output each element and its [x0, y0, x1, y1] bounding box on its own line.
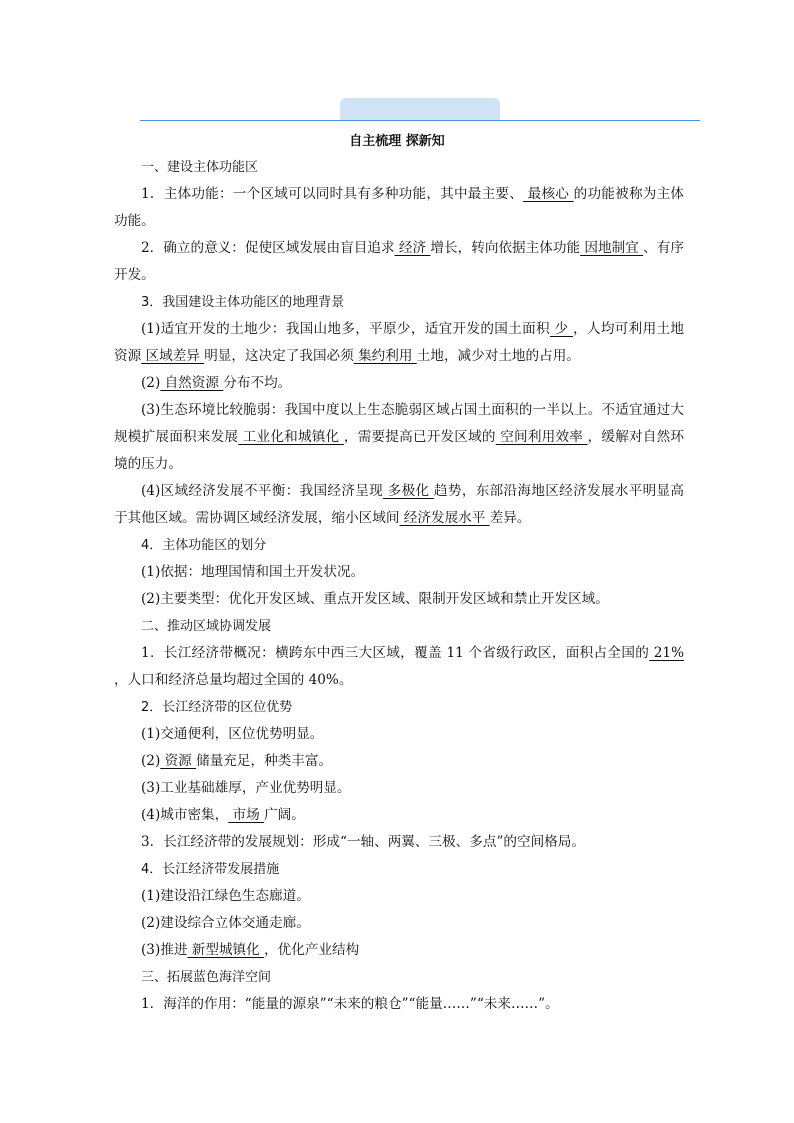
heading-3b: 三、拓展蓝色海洋空间	[141, 970, 272, 985]
paragraph-4-2: (2)主要类型：优化开发区域、重点开发区域、限制开发区域和禁止开发区域。	[141, 591, 609, 607]
answer-blank: 21%	[649, 645, 684, 661]
section-title: 自主梳理 探新知	[349, 134, 445, 149]
answer-blank: 新型城镇化	[187, 942, 265, 958]
paragraph-3-2: (2) 自然资源 分布不均。	[141, 375, 292, 391]
answer-blank: 区域差异	[141, 348, 205, 364]
answer-blank: 经济	[394, 240, 431, 256]
heading-2: 二、推动区域协调发展	[141, 619, 272, 634]
paragraph-3-4: (4)区域经济发展不平衡：我国经济呈现 多极化 趋势，东部沿海地区经济发展水平明显高于其他区域。需协调区域经济发展，缩小区域间 经济发展水平 差异。	[114, 483, 684, 526]
header-rule	[140, 120, 700, 121]
paragraph-2: 2．确立的意义：促使区域发展由盲目追求 经济 增长，转向依据主体功能 因地制宜 、有序开发。	[114, 240, 684, 283]
paragraph-1: 1．主体功能：一个区域可以同时具有多种功能，其中最主要、 最核心 的功能被称为主体功能。	[114, 186, 685, 229]
paragraph-q3: 3．长江经济带的发展规划：形成“一轴、两翼、三极、多点”的空间格局。	[141, 834, 585, 850]
paragraph-r1: 1．海洋的作用：“能量的源泉”“未来的粮仓”“能量……”“未来……”。	[141, 996, 559, 1012]
paragraph-q4-1: (1)建设沿江绿色生态廊道。	[141, 888, 310, 904]
paragraph-q4-2: (2)建设综合立体交通走廊。	[141, 915, 310, 931]
answer-blank: 少	[549, 321, 574, 337]
answer-blank: 工业化和城镇化	[238, 429, 344, 445]
paragraph-q2-3: (3)工业基础雄厚，产业优势明显。	[141, 780, 351, 796]
paragraph-4-1: (1)依据：地理国情和国土开发状况。	[141, 564, 365, 580]
heading-1: 一、建设主体功能区	[141, 160, 259, 175]
paragraph-q2-4: (4)城市密集， 市场 广阔。	[141, 807, 305, 823]
paragraph-q1: 1．长江经济带概况：横跨东中西三大区域，覆盖 11 个省级行政区，面积占全国的 21% ，人口和经济总量均超过全国的 40%。	[114, 645, 684, 688]
paragraph-q2-1: (1)交通便利，区位优势明显。	[141, 726, 324, 742]
heading-4: 4．主体功能区的划分	[141, 538, 267, 553]
answer-blank: 因地制宜	[580, 240, 644, 256]
content-body	[114, 154, 684, 1018]
answer-blank: 资源	[160, 753, 197, 769]
paragraph-q2-2: (2) 资源 储量充足，种类丰富。	[141, 753, 333, 769]
heading-q2: 2．长江经济带的区位优势	[141, 700, 293, 715]
header-tab-decoration	[340, 98, 500, 120]
heading-q4: 4．长江经济带发展措施	[141, 862, 280, 877]
answer-blank: 空间利用效率	[495, 429, 588, 445]
paragraph-q4-3: (3)推进 新型城镇化 ，优化产业结构	[141, 942, 360, 958]
answer-blank: 市场	[228, 807, 265, 823]
answer-blank: 集约利用	[353, 348, 417, 364]
answer-blank: 经济发展水平	[399, 510, 490, 526]
paragraph-3-1: (1)适宜开发的土地少：我国山地多，平原少，适宜开发的国土面积 少 ，人均可利用土地资源 区域差异 明显，这决定了我国必须 集约利用 土地，减少对土地的占用。	[114, 321, 684, 364]
heading-3: 3．我国建设主体功能区的地理背景	[141, 295, 345, 310]
answer-blank: 自然资源	[160, 375, 224, 391]
answer-blank: 最核心	[523, 186, 574, 202]
paragraph-3-3: (3)生态环境比较脆弱：我国中度以上生态脆弱区域占国土面积的一半以上。不适宜通过大规模扩展面积来发展 工业化和城镇化 ，需要提高已开发区域的 空间利用效率 ，缓解对自然环境的压力。	[114, 402, 684, 472]
answer-blank: 多极化	[383, 483, 435, 499]
